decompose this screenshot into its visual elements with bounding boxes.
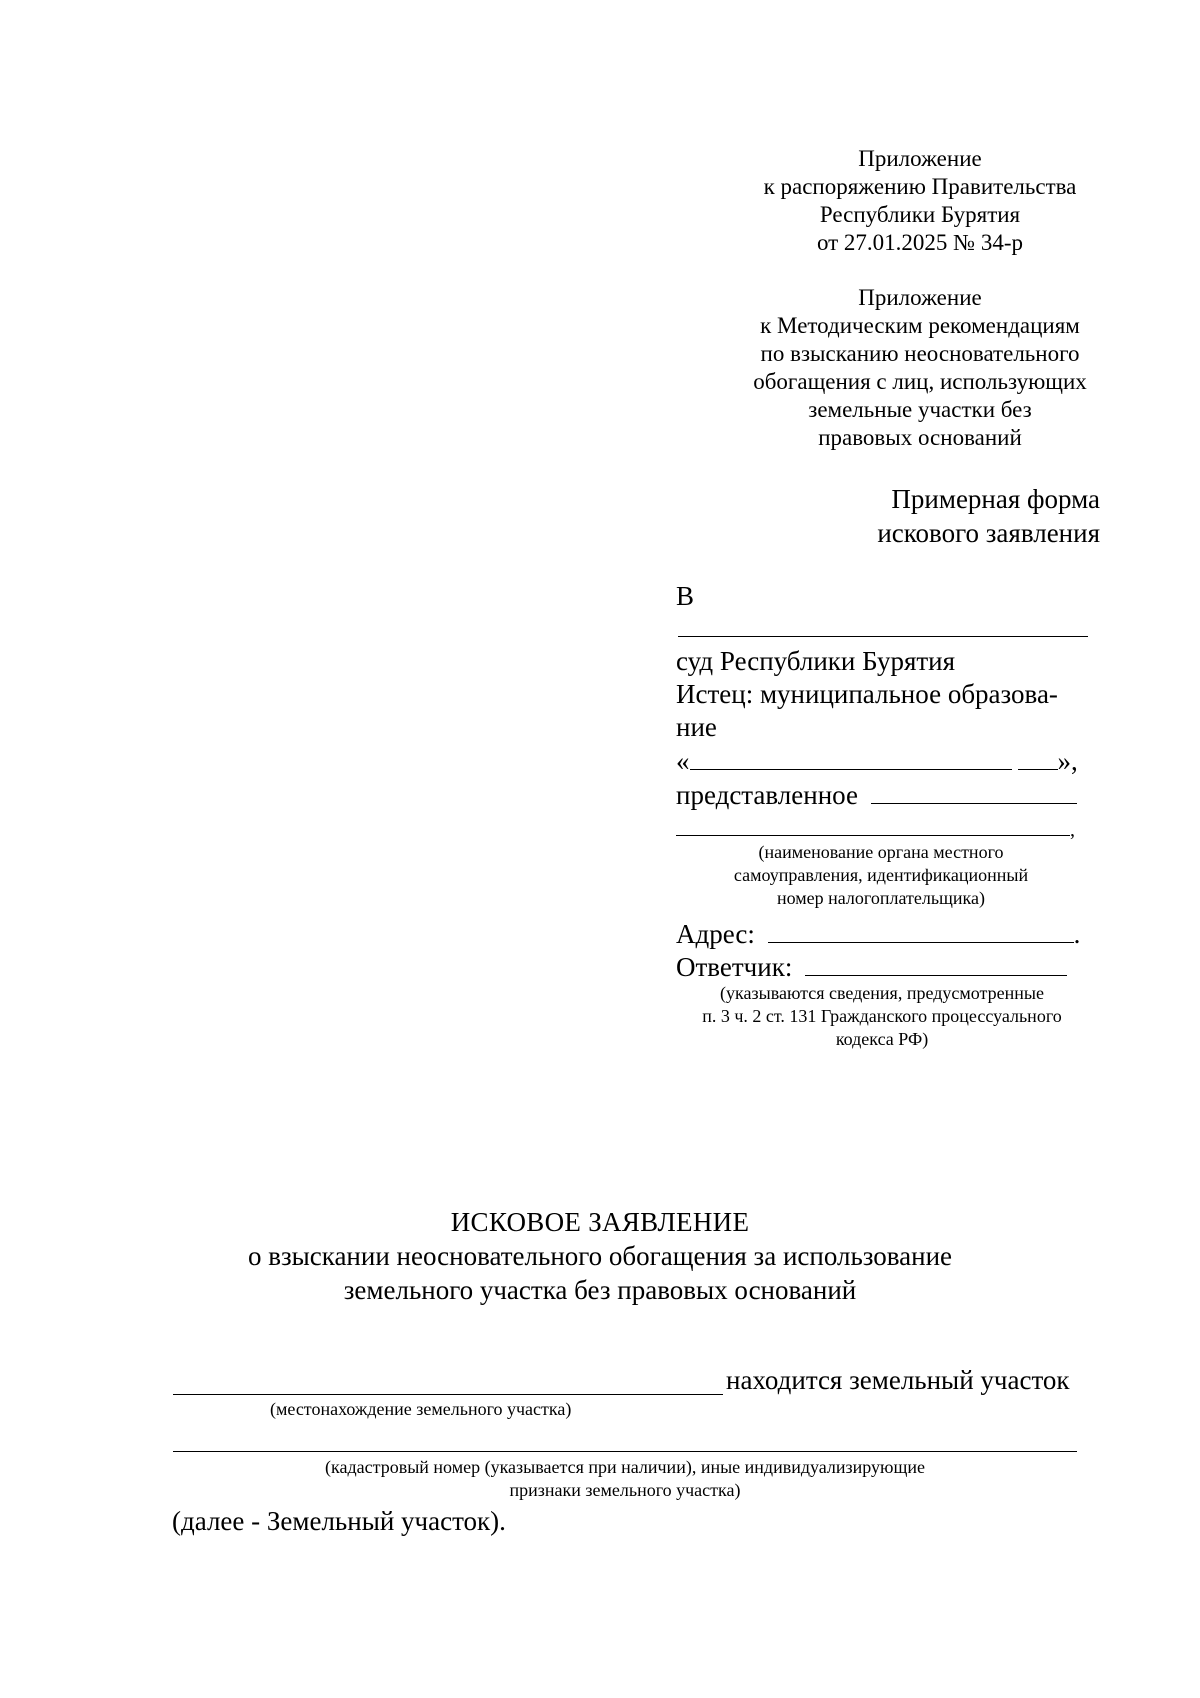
location-suffix: находится земельный участок bbox=[726, 1365, 1070, 1395]
appendix-methodological-recommendations bbox=[690, 284, 1150, 452]
address-label: Адрес: bbox=[676, 919, 755, 949]
quote-open: « bbox=[676, 746, 690, 776]
title-subtitle-line: о взыскании неосновательного обогащения за использование bbox=[247, 1241, 953, 1271]
appendix-line: к Методическим рекомендациям bbox=[760, 313, 1080, 338]
appendix-line: правовых оснований bbox=[818, 425, 1022, 450]
location-note: (местонахождение земельного участка) bbox=[270, 1399, 572, 1419]
address-field-part[interactable] bbox=[980, 918, 1074, 943]
represented-by-field-continued[interactable] bbox=[676, 811, 1070, 836]
form-type-line: Примерная форма bbox=[891, 484, 1100, 514]
appendix-line: обогащения с лиц, использующих bbox=[753, 369, 1087, 394]
appendix-government-order bbox=[690, 145, 1150, 257]
appendix-line: Приложение bbox=[858, 146, 982, 171]
address-field[interactable] bbox=[768, 918, 980, 943]
defendant-note bbox=[672, 982, 1092, 1051]
municipality-name-row bbox=[676, 745, 1078, 778]
municipality-name-field-part[interactable] bbox=[1018, 745, 1034, 770]
plaintiff-line-1: Истец: муниципальное образова- bbox=[676, 679, 1058, 709]
defendant-field[interactable] bbox=[805, 951, 1067, 976]
land-plot-location-field[interactable] bbox=[173, 1362, 723, 1395]
appendix-line: Республики Бурятия bbox=[819, 202, 1021, 227]
appendix-line: земельные участки без bbox=[808, 397, 1032, 422]
appendix-line: к распоряжению Правительства bbox=[763, 174, 1077, 199]
quote-close: », bbox=[1057, 746, 1078, 776]
municipality-name-field[interactable] bbox=[690, 745, 1012, 770]
cadastral-number-field[interactable] bbox=[173, 1423, 1077, 1452]
note-line: номер налогоплательщика) bbox=[776, 888, 985, 908]
form-type-line: искового заявления bbox=[877, 518, 1100, 548]
note-line: п. 3 ч. 2 ст. 131 Гражданского процессуального bbox=[702, 1006, 1062, 1026]
address-row bbox=[676, 918, 1080, 951]
represented-by-field[interactable] bbox=[871, 779, 1077, 804]
defendant-row bbox=[676, 951, 1067, 984]
title-main: ИСКОВОЕ ЗАЯВЛЕНИЕ bbox=[450, 1207, 750, 1237]
appendix-line: по взысканию неосновательного bbox=[760, 341, 1080, 366]
document-title bbox=[0, 1205, 1200, 1307]
cadastral-note bbox=[173, 1456, 1077, 1502]
court-name-field[interactable] bbox=[678, 608, 1088, 637]
note-line: признаки земельного участка) bbox=[509, 1480, 741, 1500]
form-type-heading bbox=[877, 482, 1100, 550]
note-line: (наименование органа местного bbox=[758, 842, 1004, 862]
hereinafter-text: (далее - Земельный участок). bbox=[172, 1506, 506, 1536]
note-line: (кадастровый номер (указывается при наличии), иные индивидуализирующие bbox=[325, 1457, 925, 1477]
represented-label: представленное bbox=[676, 780, 858, 810]
appendix-line: Приложение bbox=[858, 285, 982, 310]
appendix-line: от 27.01.2025 № 34-р bbox=[816, 230, 1024, 255]
defendant-label: Ответчик: bbox=[676, 952, 793, 982]
plaintiff-line-2: ние bbox=[676, 712, 717, 742]
comma: , bbox=[1070, 819, 1075, 841]
body-name-note bbox=[676, 841, 1086, 910]
court-prefix: В bbox=[676, 581, 695, 611]
note-line: (указываются сведения, предусмотренные bbox=[720, 983, 1044, 1003]
court-suffix: суд Республики Бурятия bbox=[676, 646, 956, 676]
title-subtitle-line: земельного участка без правовых оснований bbox=[343, 1275, 857, 1305]
municipality-name-field-part[interactable] bbox=[1034, 745, 1058, 770]
address-end: . bbox=[1073, 919, 1081, 949]
note-line: самоуправления, идентификационный bbox=[733, 865, 1029, 885]
note-line: кодекса РФ) bbox=[835, 1029, 929, 1049]
represented-row bbox=[676, 779, 1077, 812]
